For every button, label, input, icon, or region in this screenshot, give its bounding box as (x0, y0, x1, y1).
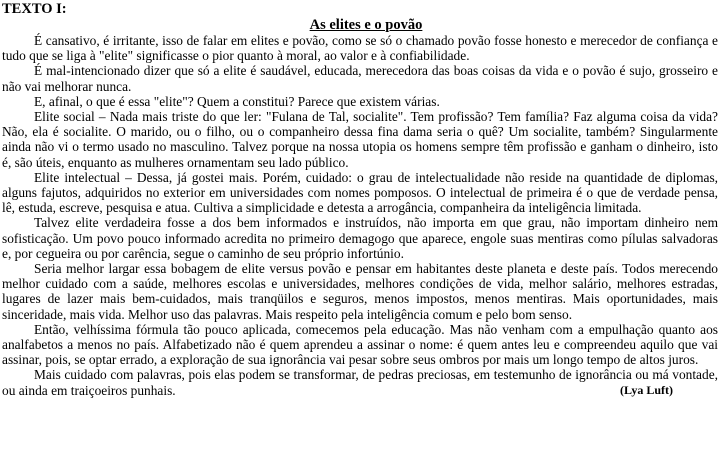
paragraph: Elite intelectual – Dessa, já gostei mais. Porém, cuidado: o grau de intelectualidade não reside na quantidade de diplomas, alguns fajutos, adquiridos no exterior em universidades com nomes pomposos. O intelectual de primeira é o que de verdade pensa, lê, estuda, escreve, pesquisa e atua. Cultiva a simplicidade e detesta a arrogância, companheira da inteligência limitada. (2, 169, 718, 216)
paragraph-text: Mais cuidado com palavras, pois elas podem se transformar, de pedras preciosas, em testemunho de ignorância ou má vontade, ou ainda em traiçoeiros punhais. (2, 367, 718, 398)
paragraph: Então, velhíssima fórmula tão pouco aplicada, comecemos pela educação. Mas não venham com a empulhação quanto aos analfabetos a menos no país. Alfabetizado não é quem aprendeu a assinar o nome: é quem antes leu e compreendeu aquilo que vai assinar, pois, se optar errado, a exploração de sua ignorância vai pesar sobre seus ombros por mais um longo tempo de altos juros. (2, 321, 718, 368)
paragraph-last (2, 367, 718, 397)
paragraph: Talvez elite verdadeira fosse a dos bem informados e instruídos, não importa em que grau, não importam dinheiro nem sofisticação. Um povo pouco informado acredita no primeiro demagogo que aparece, engole suas mentiras como pílulas salvadoras e, por cegueira ou por carência, segue o caminho de seu próprio infortúnio. (2, 215, 718, 261)
paragraph: Elite social – Nada mais triste do que ler: "Fulana de Tal, socialite". Tem profissão? Tem família? Faz alguma coisa da vida? Não, ela é socialite. O marido, ou o filho, ou o companheiro dessa fina dama seria o quê? Um socialite, também? Singularmente ainda não vi o termo usado no masculino. Talvez porque na nossa utopia os homens sempre têm profissão e ganham o dinheiro, isto é, são úteis, enquanto as mulheres ornamentam seu lado público. (2, 109, 718, 170)
paragraph: É mal-intencionado dizer que só a elite é saudável, educada, merecedora das boas coisas da vida e o povão é sujo, grosseiro e não vai melhorar nunca. (2, 63, 718, 94)
paragraph: É cansativo, é irritante, isso de falar em elites e povão, como se só o chamado povão fosse honesto e merecedor de confiança e tudo que se liga à "elite" significasse o pior quanto à moral, ao valor e à confiabilidade. (2, 33, 718, 64)
text-page (2, 0, 718, 398)
author-signature: (Lya Luft) (619, 382, 673, 397)
text-label: TEXTO I: (2, 1, 67, 17)
article-title: As elites e o povão (309, 17, 423, 33)
paragraph: E, afinal, o que é essa "elite"? Quem a constitui? Parece que existem várias. (34, 93, 440, 109)
paragraph: Seria melhor largar essa bobagem de elite versus povão e pensar em habitantes deste planeta e deste país. Todos merecendo melhor cuidado com a saúde, melhores escolas e universidades, melhores condições de vida, melhor salário, melhores estradas, lugares de lazer mais bem-cuidados, mais tranqüilos e seguros, menos impostos, menos mentiras. Mais oportunidades, mais sinceridade, mais vida. Melhor uso das palavras. Mais respeito pela inteligência comum e pelo bom senso. (2, 261, 718, 322)
